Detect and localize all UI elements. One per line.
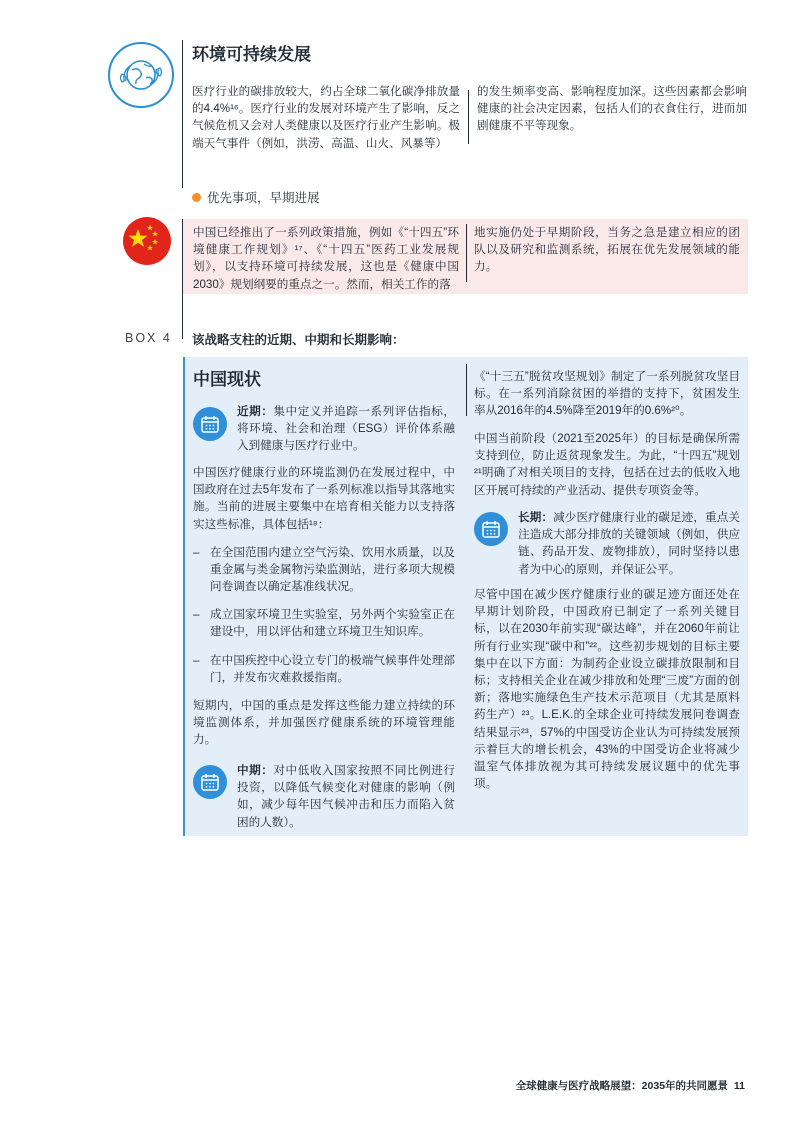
globe-leaf-icon xyxy=(108,42,174,108)
short-term-paragraph: 短期内，中国的重点是发挥这些能力建立持续的环境监测体系，并加强医疗健康系统的环境管理能力。 xyxy=(193,699,455,747)
china-status-title: 中国现状 xyxy=(193,370,261,389)
carbon-footprint-paragraph: 尽管中国在减少医疗健康行业的碳足迹方面还处在早期计划阶段，中国政府已制定了一系列关键目标，以在2030年前实现“碳达峰”，并在2060年前让所有行业实现“碳中和”²²。这些初步规划的目标主要集中在以下方面：为制药企业设立碳排放限制和目标；支持相关企业在减少排放和处理“三废”方面的创新；落地实施绿色生产技术示范项目（尤其是原料药生产）²³。L.E.K.的全球企业可持续发展问卷调查结果显示²³，57%的中国受访企业认为可持续发展预示着巨大的增长机会，43%的中国受访企业将减少温室气体排放视为其可持续发展议题中的优先事项。 xyxy=(474,588,740,791)
poverty-plan-paragraph: 《“十三五”脱贫攻坚规划》制定了一系列脱贫攻坚目标。在一系列消除贫困的举措的支持下，贫困发生率从2016年的4.5%降至2019年的0.6%²⁰。 xyxy=(474,370,740,418)
footer-title: 全球健康与医疗战略展望：2035年的共同愿景 xyxy=(515,1080,729,1092)
priority-divider xyxy=(182,219,183,339)
calendar-icon xyxy=(193,407,227,441)
priority-label: 优先事项，早期进展 xyxy=(207,191,320,205)
long-term-body: 减少医疗健康行业的碳足迹，重点关注造成大部分排放的关键领域（例如，供应链、药品开发、废物排放），同时坚持以患者为中心的原则，并保证公平。 xyxy=(518,511,740,576)
box-heading: 该战略支柱的近期、中期和长期影响： xyxy=(192,333,405,347)
column-divider xyxy=(468,90,469,144)
near-term-text xyxy=(237,403,455,455)
monitoring-paragraph: 中国医疗健康行业的环境监测仍在发展过程中，中国政府在过去5年发布了一系列标准以指导其落地实施。当前的进展主要集中在培育相关能力以支持落实这些标准，具体包括¹⁸： xyxy=(193,466,455,531)
list-item: – 成立国家环境卫生实验室，另外两个实验室正在建设中，用以评估和建立环境卫生知识库。 xyxy=(193,608,455,639)
long-term-text xyxy=(518,509,740,578)
list-item: – 在全国范围内建立空气污染、饮用水质量，以及重金属与类金属物污染监测站，进行多项大规模问卷调查以确定基准线状况。 xyxy=(193,546,455,594)
mid-term-body: 对中低收入国家按照不同比例进行投资，以降低气候变化对健康的影响（例如，减少每年因气候冲击和压力而陷入贫困的人数）。 xyxy=(237,764,455,829)
long-term-label: 长期： xyxy=(518,511,554,524)
page-footer xyxy=(516,1078,745,1093)
near-term-label: 近期： xyxy=(237,405,274,418)
intro-right-text: 的发生频率变高、影响程度加深。这些因素都会影响健康的社会决定因素，包括人们的衣食住行，进而加剧健康不平等现象。 xyxy=(477,85,747,133)
section-title: 环境可持续发展 xyxy=(192,45,311,64)
list-item: – 在中国疾控中心设立专门的极端气候事件处理部门，并发布灾难救援指南。 xyxy=(193,654,455,685)
box-label: BOX 4 xyxy=(125,331,172,345)
calendar-icon xyxy=(193,765,227,799)
current-stage-paragraph: 中国当前阶段（2021至2025年）的目标是确保所需支持到位，防止返贫现象发生。为此，“十四五”规划²¹明确了对相关项目的支持，包括在过去的低收入地区开展可持续的产业活动、提供专项资金等。 xyxy=(474,432,740,497)
priority-left-text: 中国已经推出了一系列政策措施，例如《“十四五”环境健康工作规划》¹⁷、《“十四五”医药工业发展规划》，以支持环境可持续发展，这也是《健康中国2030》规划纲要的重点之一。然而，相关工作的落 xyxy=(193,226,459,291)
priority-column-divider xyxy=(466,224,467,282)
priority-right-text: 地实施仍处于早期阶段，当务之急是建立相应的团队以及研究和监测系统，拓展在优先发展领域的能力。 xyxy=(474,226,740,274)
box-column-divider xyxy=(466,364,467,416)
near-term-body: 集中定义并追踪一系列评估指标，将环境、社会和治理（ESG）评价体系融入到健康与医疗行业中。 xyxy=(237,405,455,453)
page-number: 11 xyxy=(733,1080,745,1092)
mid-term-label: 中期： xyxy=(237,764,274,777)
section-divider xyxy=(182,40,183,188)
priority-dot-icon xyxy=(192,193,201,202)
china-flag-icon xyxy=(123,217,171,265)
calendar-icon xyxy=(474,512,508,546)
mid-term-text xyxy=(237,762,455,831)
intro-left-text: 医疗行业的碳排放较大，约占全球二氧化碳净排放量的4.4%¹⁶。医疗行业的发展对环境产生了影响，反之气候危机又会对人类健康以及医疗行业产生影响。极端天气事件（例如，洪涝、高温、山火、风暴等） xyxy=(192,85,460,150)
